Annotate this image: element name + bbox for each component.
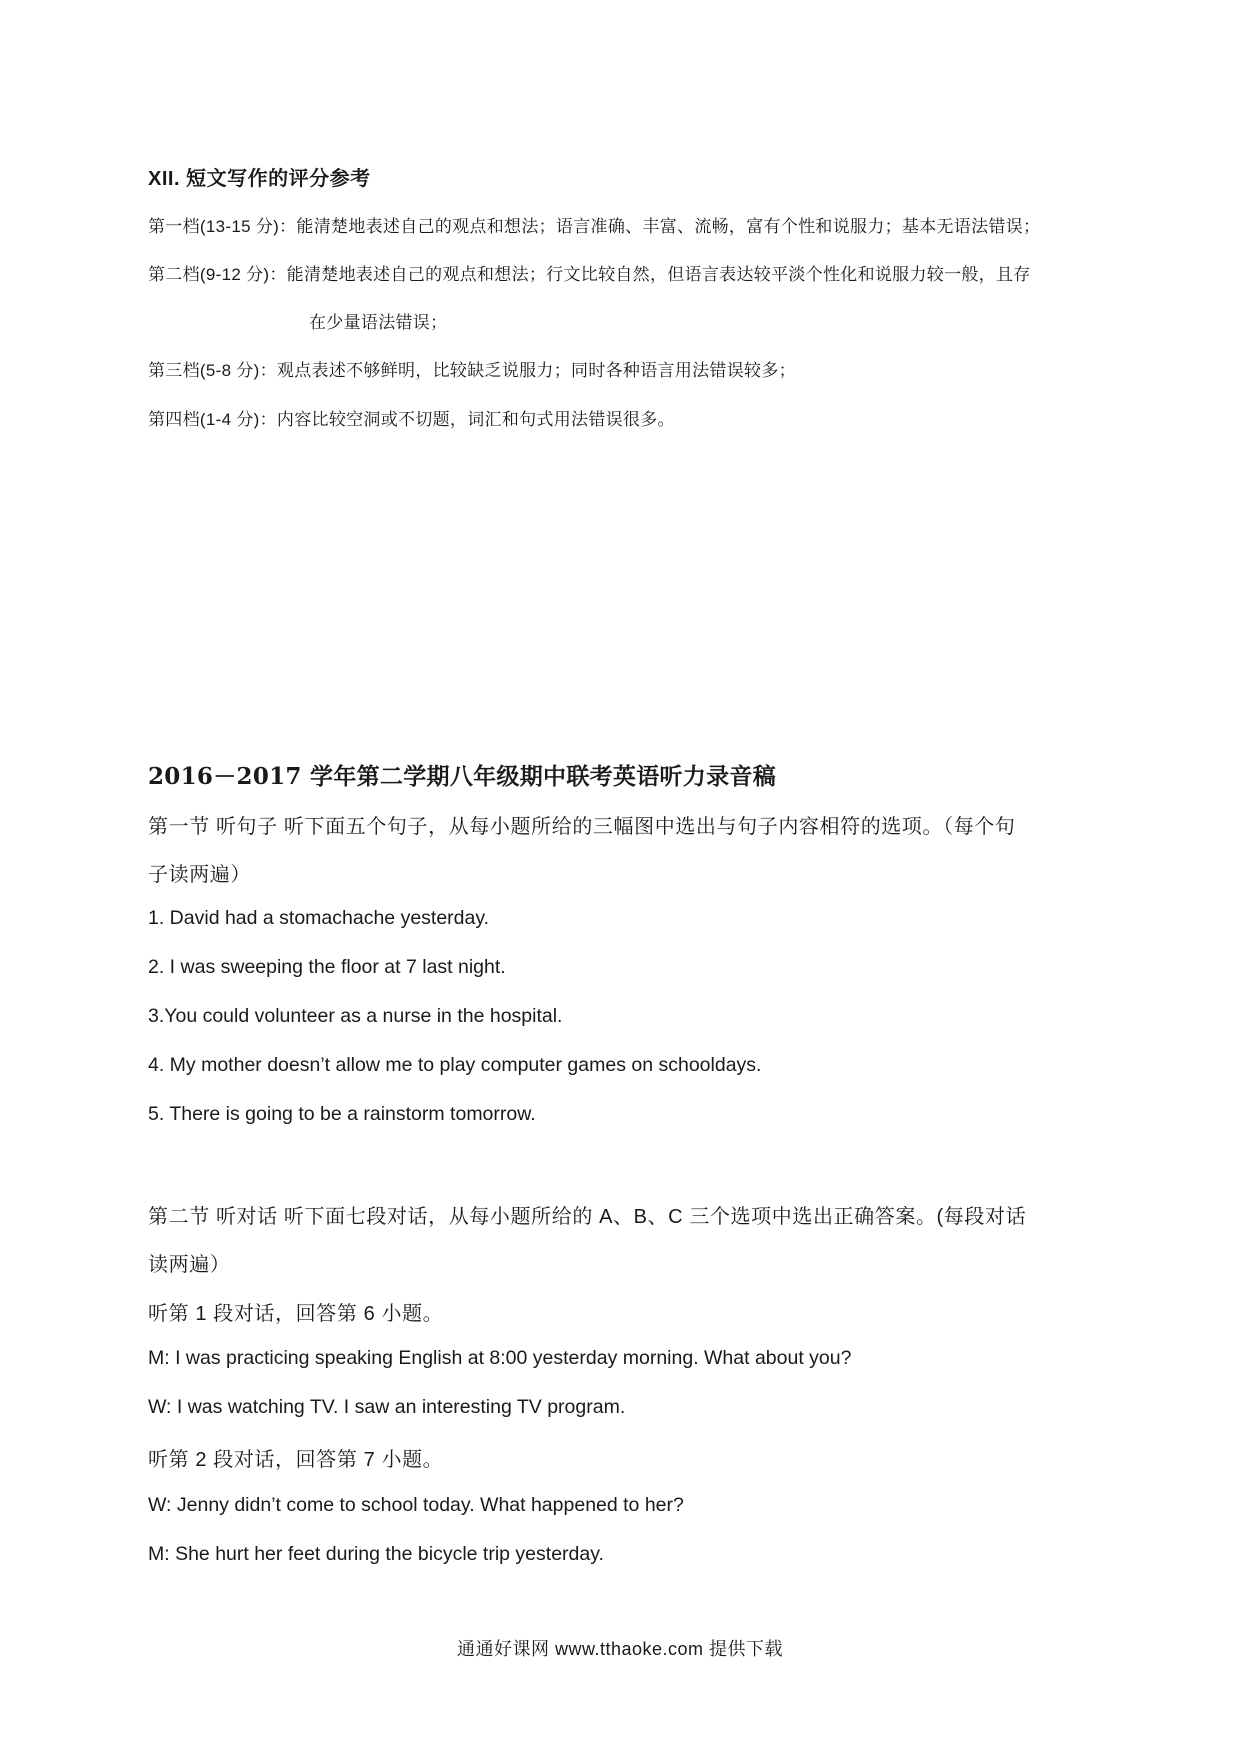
sentence-2: 2. I was sweeping the floor at 7 last night. — [148, 956, 506, 978]
scoring-level-2-cont: 在少量语法错误； — [309, 313, 448, 332]
dialog2-line-1: W: Jenny didn’t come to school today. What happened to her? — [148, 1494, 684, 1516]
dialog1-line-1: M: I was practicing speaking English at 8:00 yesterday morning. What about you? — [148, 1347, 852, 1369]
section1-instruction-cont: 子读两遍） — [148, 864, 251, 886]
scoring-title: XII. 短文写作的评分参考 — [148, 168, 371, 190]
transcript-title: 2016－2017 学年第二学期八年级期中联考英语听力录音稿 — [148, 763, 777, 790]
scoring-level-2: 第二档(9-12 分)：能清楚地表述自己的观点和想法；行文比较自然，但语言表达较平淡个性化和说服力较一般，且存 — [148, 265, 1031, 284]
scoring-level-4: 第四档(1-4 分)：内容比较空洞或不切题，词汇和句式用法错误很多。 — [148, 410, 675, 429]
section1-instruction: 第一节 听句子 听下面五个句子，从每小题所给的三幅图中选出与句子内容相符的选项。（每个句 — [148, 816, 1016, 838]
dialog2-label: 听第 2 段对话，回答第 7 小题。 — [148, 1449, 444, 1471]
sentence-4: 4. My mother doesn’t allow me to play computer games on schooldays. — [148, 1054, 762, 1076]
page-footer: 通通好课网 www.tthaoke.com 提供下载 — [456, 1639, 784, 1659]
section2-instruction-cont: 读两遍） — [148, 1254, 231, 1276]
sentence-5: 5. There is going to be a rainstorm tomorrow. — [148, 1103, 536, 1125]
dialog2-line-2: M: She hurt her feet during the bicycle trip yesterday. — [148, 1543, 604, 1565]
scoring-level-1: 第一档(13-15 分)：能清楚地表述自己的观点和想法；语言准确、丰富、流畅，富有个性和说服力；基本无语法错误； — [148, 217, 1041, 236]
section2-instruction: 第二节 听对话 听下面七段对话，从每小题所给的 A、B、C 三个选项中选出正确答案。(每段对话 — [148, 1206, 1027, 1228]
dialog1-label: 听第 1 段对话，回答第 6 小题。 — [148, 1303, 444, 1325]
sentence-1: 1. David had a stomachache yesterday. — [148, 907, 490, 929]
dialog1-line-2: W: I was watching TV. I saw an interesting TV program. — [148, 1396, 626, 1418]
sentence-3: 3.You could volunteer as a nurse in the hospital. — [148, 1005, 563, 1027]
scoring-level-3: 第三档(5-8 分)：观点表述不够鲜明，比较缺乏说服力；同时各种语言用法错误较多； — [148, 361, 796, 380]
